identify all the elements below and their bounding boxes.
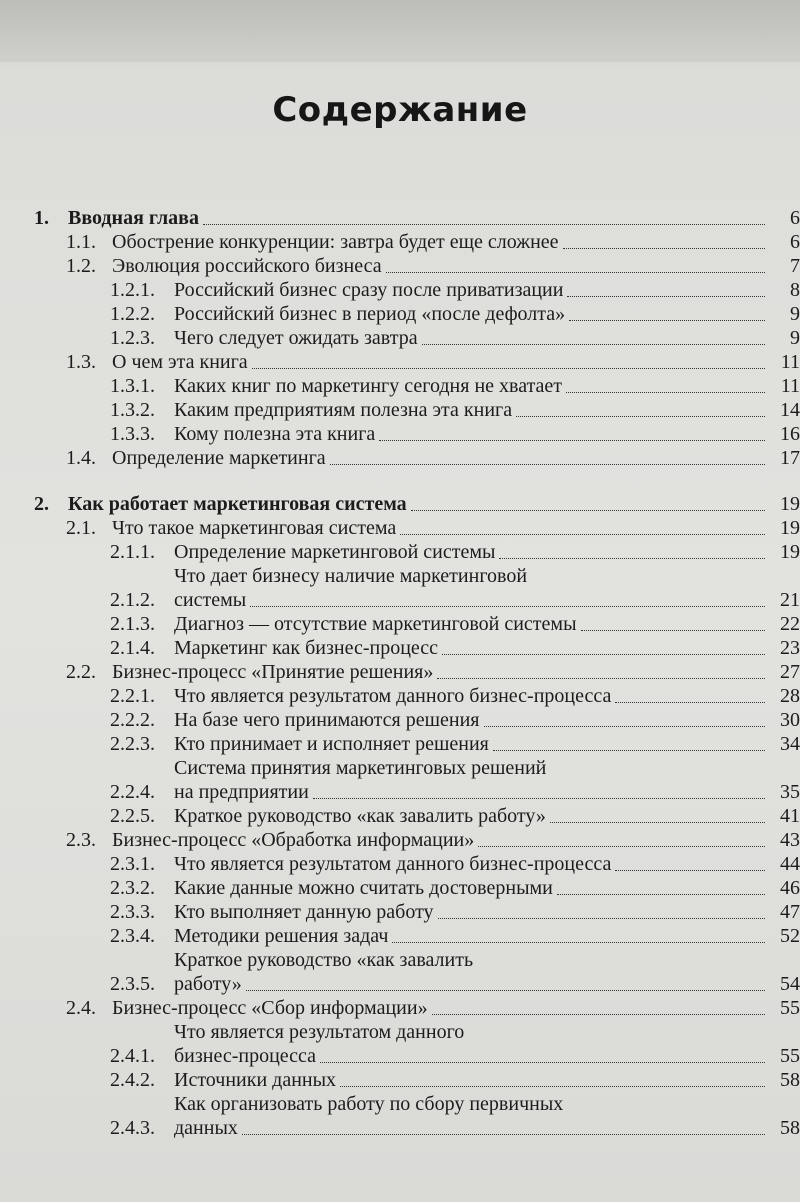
toc-entry-2-2-5[interactable]	[0, 804, 800, 828]
dot-leader	[320, 1062, 765, 1063]
toc-entry-1-3-1[interactable]	[0, 374, 800, 398]
toc-entry-1-3-2[interactable]	[0, 398, 800, 422]
dot-leader	[386, 272, 765, 273]
toc-entry-number: 1.3.1.	[110, 375, 155, 397]
dot-leader	[569, 320, 765, 321]
toc-entry-title: Российский бизнес сразу после приватизации	[174, 279, 564, 301]
toc-entry-title: Бизнес-процесс «Сбор информации»	[112, 997, 428, 1019]
toc-entry-title: Бизнес-процесс «Обработка информации»	[112, 829, 475, 851]
toc-entry-page: 55	[780, 997, 800, 1019]
toc-entry-page: 7	[790, 255, 800, 277]
toc-entry-1-4[interactable]	[0, 446, 800, 470]
dot-leader	[252, 368, 765, 369]
toc-entry-2-3-5[interactable]	[0, 948, 800, 996]
toc-entry-1-3-3[interactable]	[0, 422, 800, 446]
toc-entry-title: Обострение конкуренции: завтра будет еще сложнее	[112, 231, 559, 253]
toc-entry-number: 2.4.1.	[110, 1045, 155, 1067]
toc-entry-title: Краткое руководство «как завалить работу»	[174, 805, 546, 827]
toc-entry-page: 27	[780, 661, 800, 683]
toc-entry-2-3-4[interactable]	[0, 924, 800, 948]
toc-entry-2-3[interactable]	[0, 828, 800, 852]
toc-entry-page: 17	[780, 447, 800, 469]
toc-entry-page: 23	[780, 637, 800, 659]
toc-entry-page: 34	[780, 733, 800, 755]
dot-leader	[438, 918, 765, 919]
toc-entry-page: 52	[780, 925, 800, 947]
dot-leader	[567, 296, 765, 297]
toc-entry-title: Эволюция российского бизнеса	[112, 255, 382, 277]
dot-leader	[563, 248, 765, 249]
toc-entry-number: 1.2.1.	[110, 279, 155, 301]
dot-leader	[242, 1134, 765, 1135]
toc-entry-number: 2.4.3.	[110, 1117, 155, 1139]
toc-entry-page: 54	[780, 973, 800, 995]
dot-leader	[330, 464, 765, 465]
toc-entry-number: 2.1.3.	[110, 613, 155, 635]
toc-entry-number: 1.2.3.	[110, 327, 155, 349]
toc-entry-title-line2: работу»	[174, 973, 242, 995]
toc-entry-number: 2.3.3.	[110, 901, 155, 923]
toc-entry-title-line1: Что дает бизнесу наличие маркетинговой	[174, 565, 528, 587]
toc-entry-title: Какие данные можно считать достоверными	[174, 877, 553, 899]
toc-entry-number: 1.1.	[66, 231, 96, 253]
toc-entry-1-3[interactable]	[0, 350, 800, 374]
dot-leader	[581, 630, 765, 631]
toc-entry-number: 2.2.	[66, 661, 96, 683]
dot-leader	[411, 510, 765, 511]
toc-entry-1-1[interactable]	[0, 230, 800, 254]
toc-entry-title-line1: Краткое руководство «как завалить	[174, 949, 474, 971]
toc-entry-2-4[interactable]	[0, 996, 800, 1020]
toc-entry-page: 43	[780, 829, 800, 851]
dot-leader	[484, 726, 766, 727]
toc-entry-number: 1.4.	[66, 447, 96, 469]
toc-entry-title-line1: Что является результатом данного	[174, 1021, 465, 1043]
toc-entry-2-2-2[interactable]	[0, 708, 800, 732]
toc-entry-page: 44	[780, 853, 800, 875]
dot-leader	[550, 822, 765, 823]
toc-entry-title: Кому полезна эта книга	[174, 423, 376, 445]
toc-entry-1-2-3[interactable]	[0, 326, 800, 350]
toc-entry-2-1-4[interactable]	[0, 636, 800, 660]
toc-chapter-1[interactable]	[0, 206, 800, 230]
chapter-gap	[0, 470, 800, 492]
toc-entry-title: Кто принимает и исполняет решения	[174, 733, 489, 755]
toc-entry-title: Методики решения задач	[174, 925, 389, 947]
toc-entry-page: 58	[780, 1069, 800, 1091]
toc-entry-title: Каких книг по маркетингу сегодня не хватает	[174, 375, 563, 397]
dot-leader	[250, 606, 765, 607]
toc-entry-title: Определение маркетинга	[112, 447, 326, 469]
toc-entry-page: 55	[780, 1045, 800, 1067]
dot-leader	[615, 870, 765, 871]
toc-entry-title: Кто выполняет данную работу	[174, 901, 434, 923]
toc-entry-number: 2.3.1.	[110, 853, 155, 875]
toc-entry-1-2-1[interactable]	[0, 278, 800, 302]
toc-entry-title-line2: системы	[174, 589, 247, 611]
dot-leader	[442, 654, 765, 655]
toc-entry-page: 58	[780, 1117, 800, 1139]
toc-entry-number: 2.2.4.	[110, 781, 155, 803]
toc-entry-1-2-2[interactable]	[0, 302, 800, 326]
toc-entry-2-3-3[interactable]	[0, 900, 800, 924]
toc-entry-page: 6	[790, 231, 800, 253]
toc-entry-page: 16	[780, 423, 800, 445]
toc-entry-number: 2.2.1.	[110, 685, 155, 707]
toc-entry-page: 28	[780, 685, 800, 707]
dot-leader	[493, 750, 765, 751]
dot-leader	[516, 416, 765, 417]
toc-entry-page: 11	[780, 351, 800, 373]
toc-entry-2-4-1[interactable]	[0, 1020, 800, 1068]
toc-entry-title: Российский бизнес в период «после дефолта»	[174, 303, 566, 325]
toc-entry-2-2-1[interactable]	[0, 684, 800, 708]
dot-leader	[437, 678, 765, 679]
toc-entry-2-3-1[interactable]	[0, 852, 800, 876]
toc-entry-number: 2.2.5.	[110, 805, 155, 827]
page-title: Содержание	[272, 90, 528, 130]
toc-entry-title: Как работает маркетинговая система	[68, 493, 407, 515]
toc-entry-2-1-3[interactable]	[0, 612, 800, 636]
toc-entry-number: 2.2.2.	[110, 709, 155, 731]
toc-chapter-2[interactable]	[0, 492, 800, 516]
toc-entry-title: Что такое маркетинговая система	[112, 517, 397, 539]
dot-leader	[400, 534, 765, 535]
dot-leader	[422, 344, 765, 345]
toc-entry-title-line2: данных	[174, 1117, 238, 1139]
toc-entry-title: Бизнес-процесс «Принятие решения»	[112, 661, 434, 683]
toc-entry-number: 2.1.2.	[110, 589, 155, 611]
toc-entry-title-line1: Система принятия маркетинговых решений	[174, 757, 547, 779]
toc-entry-2-2-3[interactable]	[0, 732, 800, 756]
toc-entry-number: 1.2.2.	[110, 303, 155, 325]
table-of-contents	[0, 206, 800, 1140]
dot-leader	[566, 392, 765, 393]
toc-entry-page: 30	[780, 709, 800, 731]
toc-entry-2-2-4[interactable]	[0, 756, 800, 804]
toc-entry-page: 22	[780, 613, 800, 635]
toc-entry-number: 2.4.2.	[110, 1069, 155, 1091]
toc-entry-page: 9	[790, 303, 800, 325]
toc-entry-number: 2.1.1.	[110, 541, 155, 563]
toc-entry-title-line1: Как организовать работу по сбору первичных	[174, 1093, 564, 1115]
toc-entry-number: 2.	[34, 493, 49, 515]
toc-entry-page: 47	[780, 901, 800, 923]
toc-entry-2-4-2[interactable]	[0, 1068, 800, 1092]
toc-entry-title: Вводная глава	[68, 207, 199, 229]
toc-entry-number: 2.1.	[66, 517, 96, 539]
toc-entry-number: 2.3.5.	[110, 973, 155, 995]
toc-entry-page: 19	[780, 517, 800, 539]
toc-entry-page: 14	[780, 399, 800, 421]
toc-entry-1-2[interactable]	[0, 254, 800, 278]
toc-entry-2-1-2[interactable]	[0, 564, 800, 612]
toc-entry-page: 11	[780, 375, 800, 397]
toc-entry-page: 8	[790, 279, 800, 301]
toc-entry-page: 19	[780, 541, 800, 563]
toc-entry-2-4-3[interactable]	[0, 1092, 800, 1140]
toc-entry-title-line2: бизнес-процесса	[174, 1045, 317, 1067]
dot-leader	[557, 894, 765, 895]
toc-entry-page: 41	[780, 805, 800, 827]
toc-entry-2-1-1[interactable]	[0, 540, 800, 564]
dot-leader	[499, 558, 765, 559]
dot-leader	[313, 798, 765, 799]
toc-entry-page: 35	[780, 781, 800, 803]
dot-leader	[379, 440, 765, 441]
toc-entry-number: 2.2.3.	[110, 733, 155, 755]
toc-entry-title: На базе чего принимаются решения	[174, 709, 480, 731]
toc-entry-number: 2.3.	[66, 829, 96, 851]
dot-leader	[432, 1014, 765, 1015]
dot-leader	[203, 224, 765, 225]
toc-entry-title: Чего следует ожидать завтра	[174, 327, 418, 349]
toc-entry-title: О чем эта книга	[112, 351, 248, 373]
page-top-shadow	[0, 0, 800, 62]
toc-entry-title: Что является результатом данного бизнес-процесса	[174, 853, 612, 875]
toc-entry-2-3-2[interactable]	[0, 876, 800, 900]
toc-entry-page: 46	[780, 877, 800, 899]
toc-entry-title: Каким предприятиям полезна эта книга	[174, 399, 513, 421]
toc-entry-number: 1.3.3.	[110, 423, 155, 445]
toc-entry-number: 1.2.	[66, 255, 96, 277]
toc-entry-title: Источники данных	[174, 1069, 337, 1091]
dot-leader	[246, 990, 765, 991]
toc-entry-title: Определение маркетинговой системы	[174, 541, 496, 563]
toc-entry-page: 19	[780, 493, 800, 515]
dot-leader	[478, 846, 765, 847]
toc-entry-title: Диагноз — отсутствие маркетинговой системы	[174, 613, 577, 635]
toc-entry-title-line2: на предприятии	[174, 781, 309, 803]
dot-leader	[615, 702, 765, 703]
toc-entry-number: 1.	[34, 207, 49, 229]
toc-entry-2-2[interactable]	[0, 660, 800, 684]
toc-entry-number: 2.3.2.	[110, 877, 155, 899]
dot-leader	[392, 942, 765, 943]
toc-entry-number: 2.3.4.	[110, 925, 155, 947]
toc-entry-number: 1.3.2.	[110, 399, 155, 421]
toc-entry-page: 6	[790, 207, 800, 229]
toc-entry-number: 2.4.	[66, 997, 96, 1019]
toc-entry-2-1[interactable]	[0, 516, 800, 540]
toc-entry-number: 1.3.	[66, 351, 96, 373]
toc-entry-title: Маркетинг как бизнес-процесс	[174, 637, 439, 659]
toc-entry-page: 21	[780, 589, 800, 611]
toc-entry-title: Что является результатом данного бизнес-процесса	[174, 685, 612, 707]
dot-leader	[340, 1086, 765, 1087]
toc-entry-page: 9	[790, 327, 800, 349]
toc-entry-number: 2.1.4.	[110, 637, 155, 659]
